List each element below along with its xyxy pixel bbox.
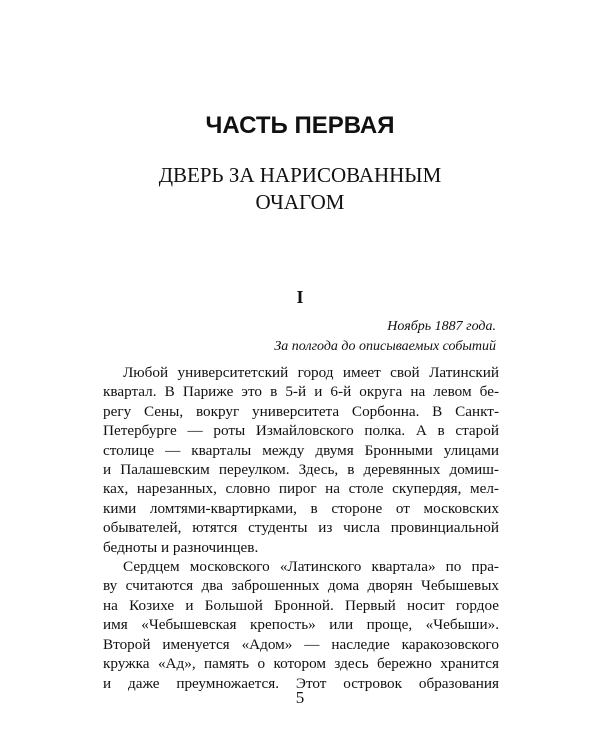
- text-line: на Козихе и Большой Бронной. Первый носит гордое: [103, 596, 499, 614]
- section-subtitle: [0, 162, 600, 216]
- text-line: регу Сены, вокруг университета Сорбонна. В Санкт-: [103, 402, 499, 420]
- part-title: ЧАСТЬ ПЕРВАЯ: [205, 112, 395, 139]
- text-line: столице — кварталы между двумя Бронными улицами: [103, 441, 499, 459]
- body-text: [103, 363, 499, 693]
- subtitle-line: ОЧАГОМ: [255, 190, 345, 214]
- text-line: Петербурге — роты Измайловского полка. А в старой: [103, 422, 499, 440]
- text-line: кими ломтями-квартирками, в стороне от московских: [103, 499, 499, 517]
- text-line: ву считаются два заброшенных дома дворян Чебышевых: [103, 577, 499, 595]
- text-line: имя «Чебышевская крепость» или проще, «Чебыши».: [103, 616, 499, 634]
- epigraph: [136, 317, 496, 357]
- chapter-number: I: [296, 287, 304, 307]
- text-line: ках, нарезанных, словно пирог на столе скупердяя, мел-: [103, 480, 499, 498]
- paragraph-2: [103, 557, 499, 693]
- text-line: Сердцем московского «Латинского квартала» по пра-: [123, 558, 499, 576]
- page-number: 5: [295, 688, 305, 707]
- subtitle-line: ДВЕРЬ ЗА НАРИСОВАННЫМ: [158, 163, 442, 187]
- text-line: Любой университетский город имеет свой Латинский: [123, 364, 499, 381]
- text-line: квартал. В Париже это в 5-й и 6-й округа на левом бе-: [103, 383, 499, 401]
- text-line: и Палашевским переулком. Здесь, в деревянных домиш-: [103, 461, 499, 479]
- epigraph-date: Ноябрь 1887 года.: [387, 319, 496, 334]
- text-line: и даже преумножается. Этот островок образования: [103, 674, 499, 692]
- epigraph-note: За полгода до описываемых событий: [274, 339, 496, 354]
- text-line: обывателей, ютятся студенты из числа провинциальной: [103, 519, 499, 537]
- text-line: кружка «Ад», память о котором здесь бережно хранится: [103, 655, 499, 673]
- text-line: бедноты и разночинцев.: [103, 538, 259, 556]
- paragraph-1: [103, 363, 499, 557]
- text-line: Второй именуется «Адом» — наследие каракозовского: [103, 635, 499, 653]
